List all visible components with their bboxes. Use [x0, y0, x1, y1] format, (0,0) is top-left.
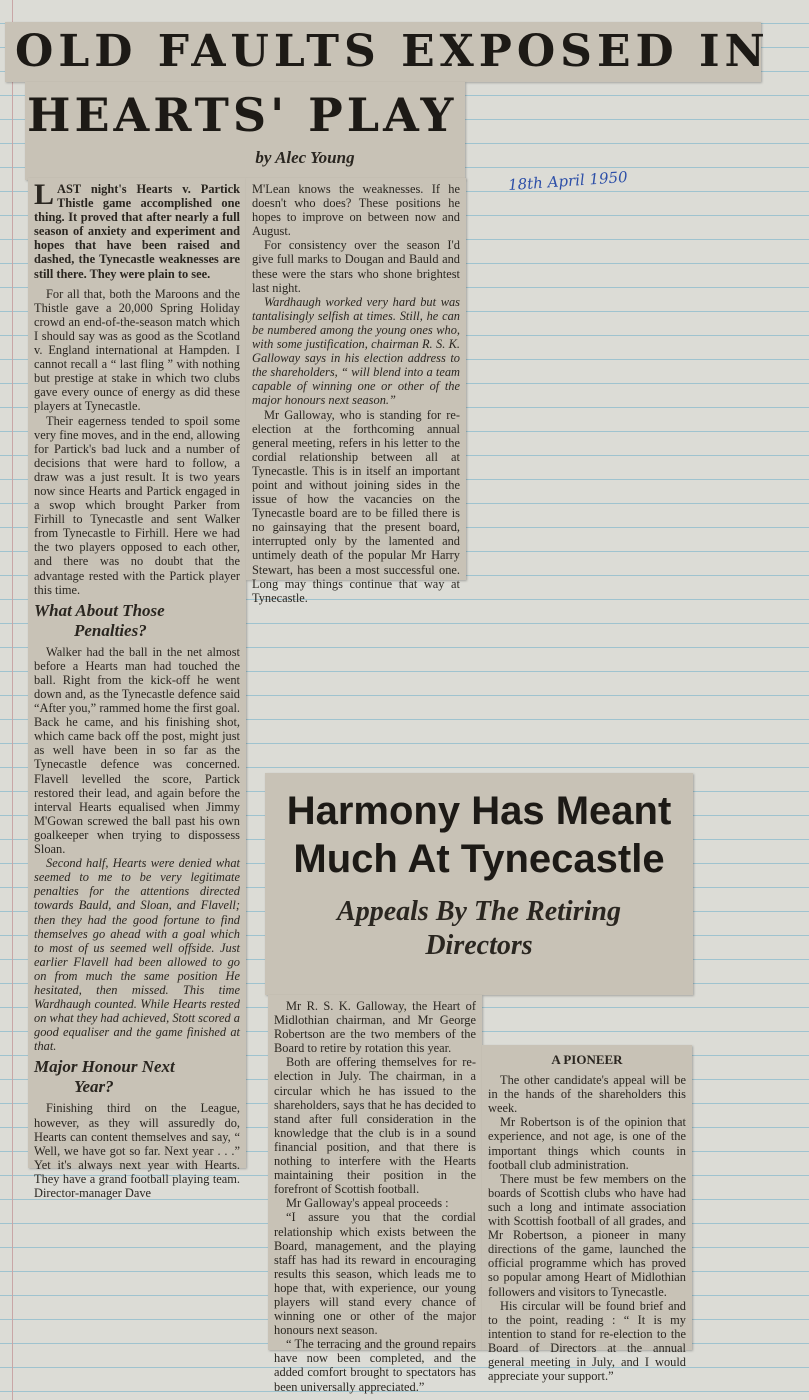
- paragraph: M'Lean knows the weaknesses. If he doesn't who does? These positions he hopes to improve on between now and August.: [252, 182, 460, 239]
- paragraph: There must be few members on the boards of Scottish clubs who have had such a long and intimate association with Scottish football of all grades, and Mr Robertson, a pioneer in many directions of the game, launched the official programme which has proved so popular among Heart of Midlothian followers and visitors to Tynecastle.: [488, 1171, 686, 1299]
- paragraph: LAST night's Hearts v. Partick Thistle game accomplished one thing. It proved that after nearly a full season of anxiety and experiment and hopes that have been raised and dashed, the Tynecastle weaknesses are still there. They were plain to see.: [34, 178, 240, 281]
- subheadline-appeals: [265, 895, 693, 963]
- paragraph: Walker had the ball in the net almost before a Hearts man had touched the ball. Right from the kick-off he went down and, as the Tynecastle defence said “After you,” rammed home the first goal. Back he came, and his finishing shot, which came back off the post, might just as well have been in so far as the Tynecastle defence was concerned. Flavell levelled the score, Partick restored their lead, and again before the interval Hearts equalised when Jimmy M'Gowan screwed the ball past his own goalkeeper when trying to dispossess Sloan.: [34, 644, 240, 857]
- subheading-major-honour: [34, 1057, 240, 1097]
- article2-column-1: [268, 995, 482, 1394]
- paragraph: Finishing third on the League, however, as they will assuredly do, Hearts can content themselves and say, “ Well, we have got so far. Next year . . .” Yet it's always next year with Hearts. They have a grand football playing team. Director-manager Dave: [34, 1101, 240, 1200]
- subheading-penalties: [34, 601, 240, 641]
- paragraph: Mr Robertson is of the opinion that experience, and not age, is one of the important things which counts in football club administration.: [488, 1115, 686, 1172]
- paragraph: Wardhaugh worked very hard but was tantalisingly selfish at times. Still, he can be numbered among the young ones who, with some justification, chairman R. S. K. Galloway says in his election address to the shareholders, “ will blend into a team capable of winning one or other of the major honours next season.”: [252, 294, 460, 408]
- subheadline-line: Directors: [425, 930, 533, 961]
- section-heading-pioneer: A PIONEER: [551, 1052, 623, 1067]
- subheading-line: Penalties?: [74, 620, 147, 640]
- paragraph: Second half, Hearts were denied what seemed to me to be very legitimate penalties for the attentions directed towards Bauld, and Sloan, and Flavell; then they had the good fortune to find themselves go ahead with a goal which to most of us seemed well offside. Just earlier Flavell had been allowed to go on from much the same position He hesitated, then missed. This time Wardhaugh counted. While Hearts rested on what they had achieved, Stott scored a good equaliser and the game finished at that.: [34, 856, 241, 1054]
- headline-clipping-2: [25, 82, 465, 180]
- paragraph: His circular will be found brief and to the point, reading : “ It is my intention to stand for re-election to the Board of Directors at the annual general meeting in July, and I would appreciate your support.”: [488, 1298, 686, 1384]
- handwritten-date: 18th April 1950: [507, 167, 629, 195]
- paragraph: For consistency over the season I'd give full marks to Dougan and Bauld and these were the stars who shone brightest last night.: [252, 238, 460, 295]
- headline-line: Harmony Has Meant: [286, 789, 672, 833]
- paragraph: “ The terracing and the ground repairs have now been completed, and the added comfort brought to spectators has been universally appreciated.”: [274, 1337, 476, 1394]
- headline-clipping-1: [5, 22, 770, 82]
- paragraph: “I assure you that the cordial relationship which exists between the Board, management, and the playing staff has had its reward in encouraging results this season, which leads me to hope that, with experience, our young players will stand every chance of winning one or other of the major honours next season.: [274, 1210, 476, 1338]
- paragraph: For all that, both the Maroons and the Thistle gave a 20,000 Spring Holiday crowd an end-of-the-season match which I should say was as good as the Scotland v. England international at Hampden. I cannot recall a “ last fling ” with nothing but prestige at stake in which two clubs gave every ounce of energy as did these players at Tynecastle.: [34, 286, 240, 414]
- paragraph: Both are offering themselves for re-election in July. The chairman, in a circular which he has issued to the shareholders, says that he has decided to stand after full consideration in the knowledge that the club is in a sound financial position, and that there is nothing to interfere with the Hearts maintaining their position in the forefront of Scottish football.: [274, 1055, 476, 1197]
- byline: by Alec Young: [255, 148, 355, 167]
- article2-column-2: [482, 1045, 692, 1384]
- headline-clipping-harmony: [265, 773, 693, 995]
- headline-line-1: OLD FAULTS EXPOSED IN: [15, 26, 770, 77]
- article1-column-2: [246, 178, 466, 605]
- notebook-margin-line: [12, 0, 13, 1400]
- subheading-line: What About Those: [34, 600, 165, 620]
- headline-line: Much At Tynecastle: [293, 837, 665, 881]
- subheadline-line: Appeals By The Retiring: [337, 896, 621, 927]
- paragraph: Their eagerness tended to spoil some very fine moves, and in the end, allowing for Partick's bad luck and a number of decisions that were hard to follow, a draw was a just result. It is two years now since Hearts and Partick engaged in a swop which brought Parker from Firhill to Tynecastle and sent Walker from Tynecastle to Firhill. Here we had the two players opposed to each other, and there was no doubt that the advantage rested with the Partick player this time.: [34, 413, 240, 597]
- headline-line-2: HEARTS' PLAY: [27, 88, 458, 142]
- article1-column-1: [28, 178, 246, 1200]
- paragraph: Mr Galloway's appeal proceeds :: [286, 1196, 449, 1211]
- paragraph: The other candidate's appeal will be in the hands of the shareholders this week.: [488, 1073, 686, 1116]
- paragraph: Mr Galloway, who is standing for re-election at the forthcoming annual general meeting, refers in his letter to the cordial relationship between all at Tynecastle. This is in itself an important point and without joining sides in the issue of how the vacancies on the Tynecastle board are to be filled there is no gainsaying that the present board, interrupted only by the lamented and untimely death of the popular Mr Harry Stewart, has been a most successful one. Long may things continue that way at Tynecastle.: [252, 407, 460, 605]
- subheading-line: Major Honour Next: [34, 1057, 175, 1077]
- paragraph: Mr R. S. K. Galloway, the Heart of Midlothian chairman, and Mr George Robertson are the two members of the Board to retire by rotation this year.: [274, 999, 476, 1056]
- subheading-line: Year?: [74, 1077, 114, 1097]
- headline-harmony: [265, 787, 693, 883]
